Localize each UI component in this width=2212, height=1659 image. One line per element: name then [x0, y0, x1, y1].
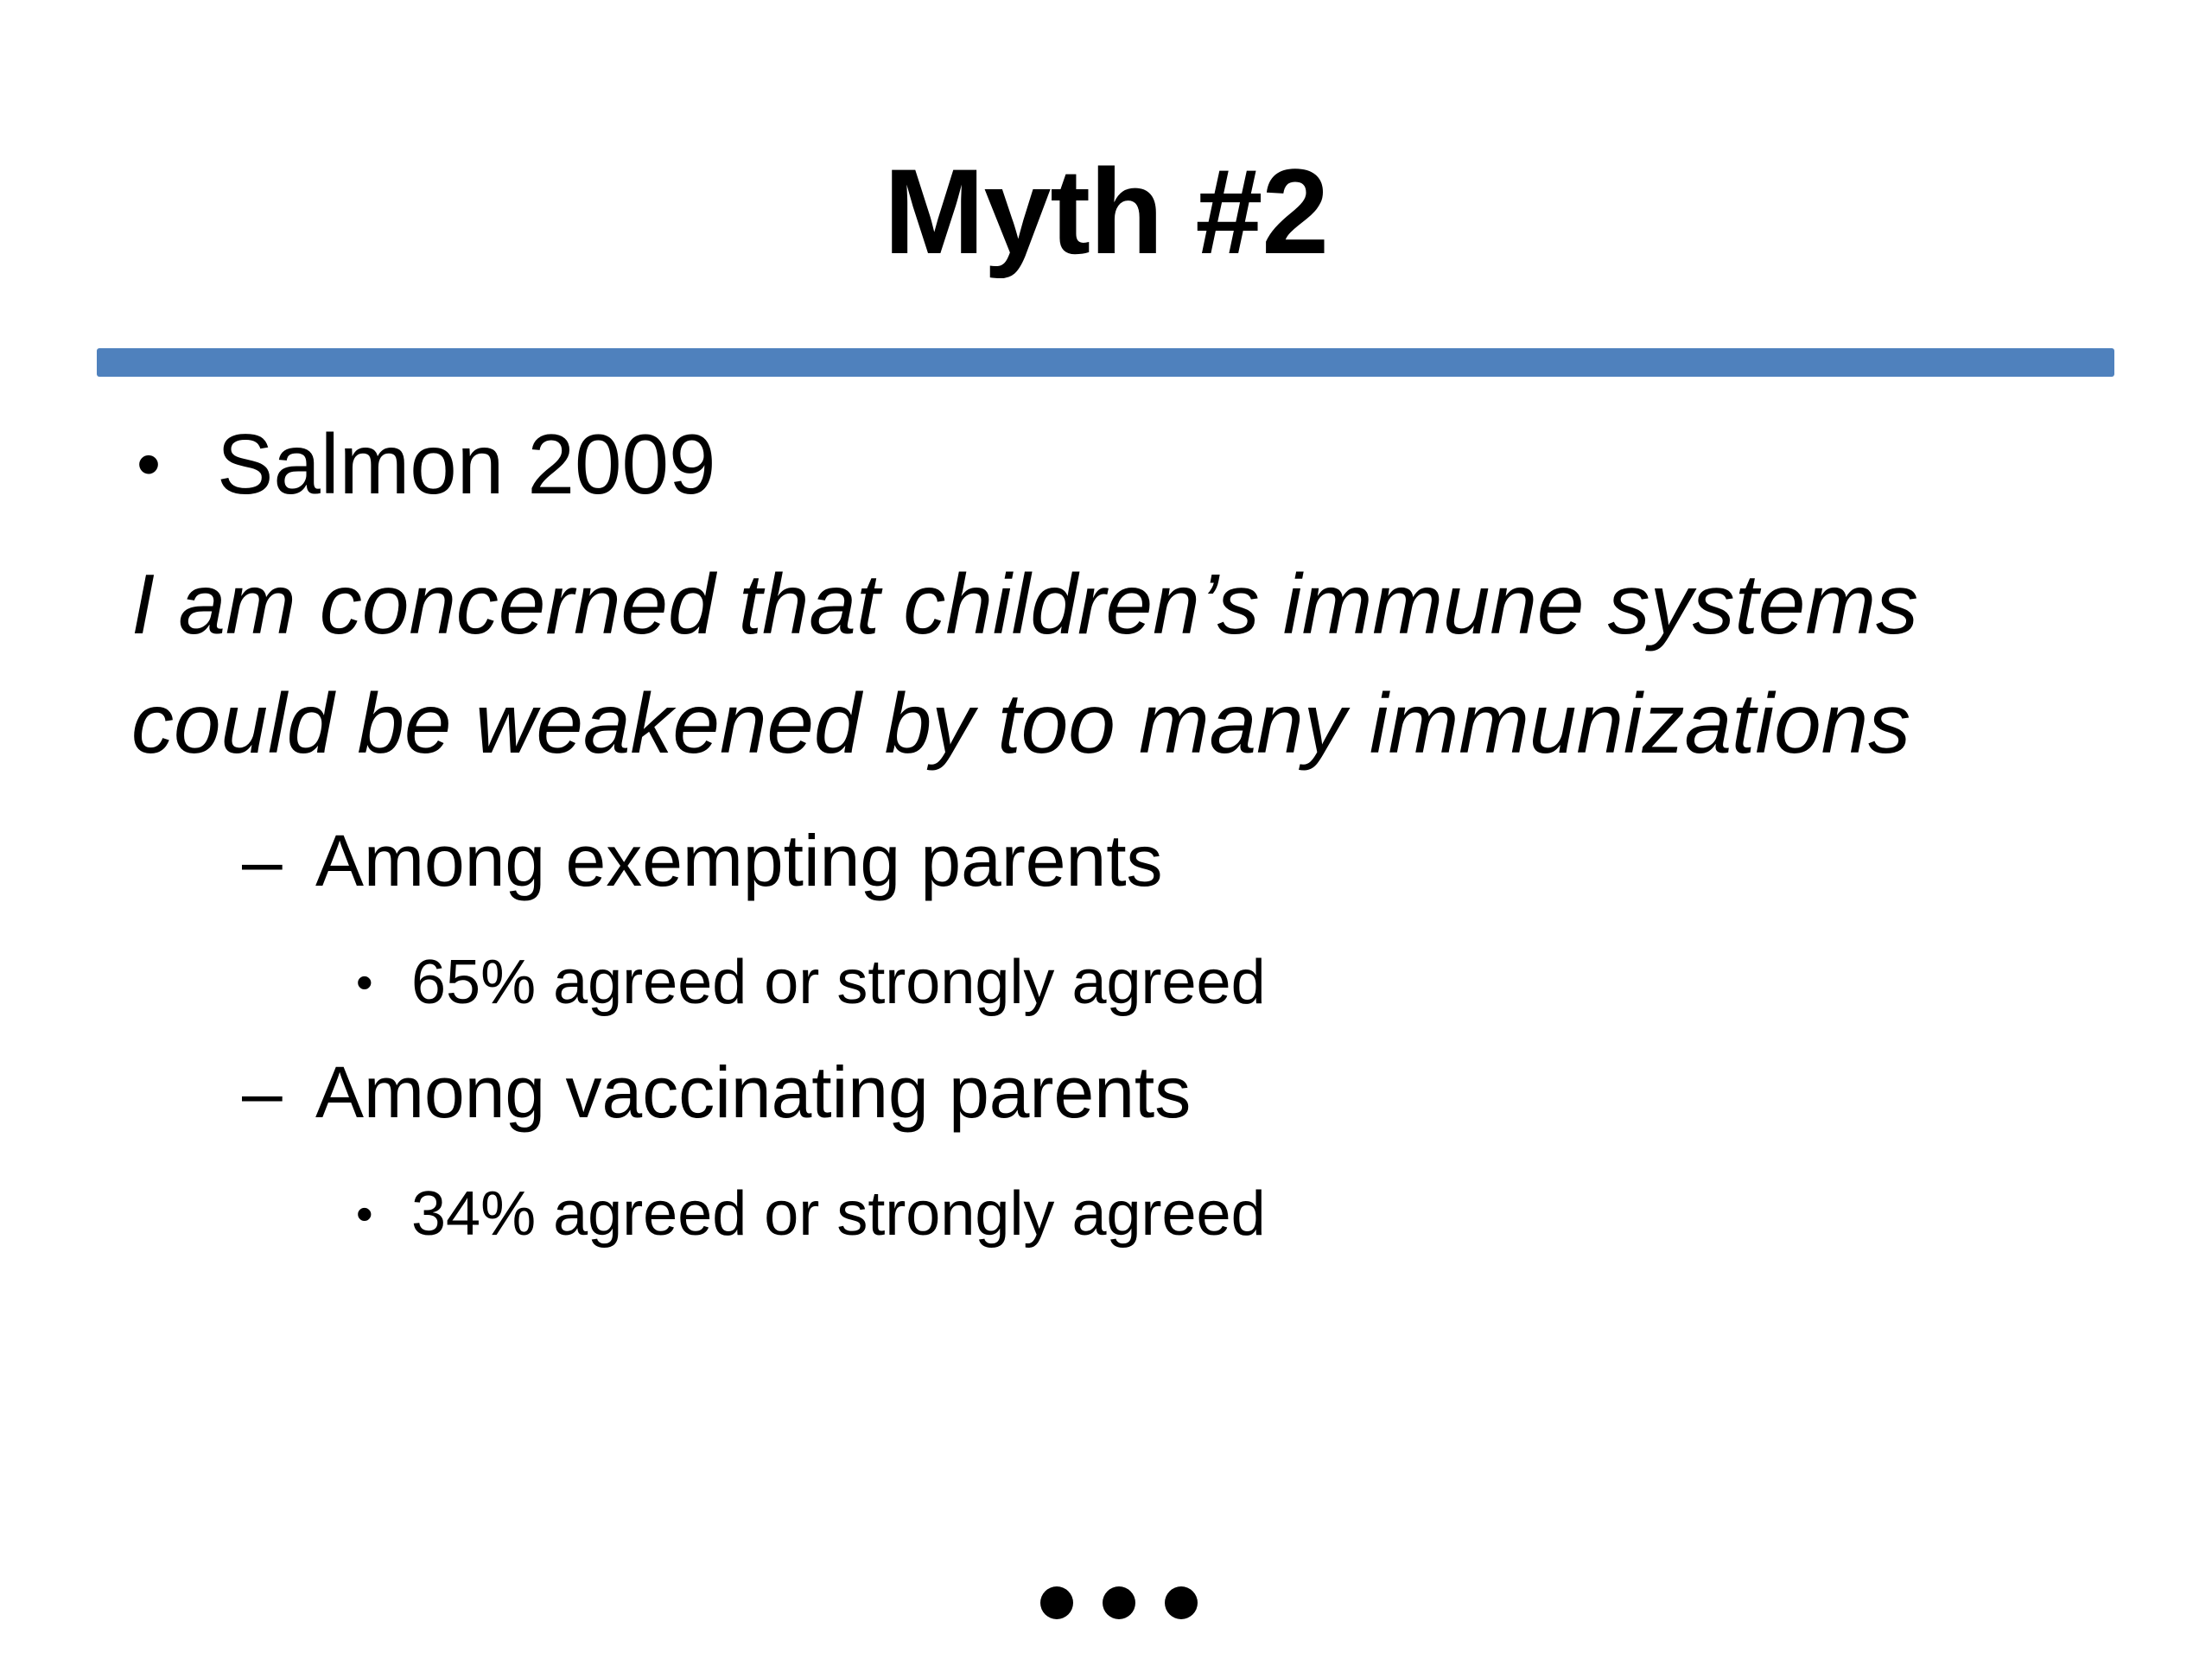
bullet-marker: •: [356, 1186, 373, 1241]
survey-quote: [131, 544, 2119, 783]
bullet-text: Salmon 2009: [217, 416, 716, 512]
continuation-ellipsis: [0, 1557, 2212, 1619]
sub-bullet-text: Among vaccinating parents: [315, 1052, 1192, 1133]
slide-title: Myth #2: [883, 143, 1329, 279]
ellipsis-dot: [1040, 1586, 1073, 1619]
bullet-marker: •: [137, 425, 162, 502]
detail-text: 34% agreed or strongly agreed: [411, 1179, 1266, 1249]
ellipsis-dot: [1103, 1586, 1135, 1619]
detail-text: 65% agreed or strongly agreed: [411, 948, 1266, 1017]
ellipsis-dot: [1165, 1586, 1198, 1619]
dash-marker: –: [242, 1052, 283, 1133]
sub-bullet-text: Among exempting parents: [315, 820, 1163, 901]
quote-line-1: I am concerned that children’s immune systems: [131, 556, 1918, 652]
quote-line-2: could be weakened by too many immunizations: [131, 676, 1911, 771]
dash-marker: –: [242, 820, 283, 901]
bullet-marker: •: [356, 955, 373, 1009]
title-divider: [97, 348, 2114, 377]
